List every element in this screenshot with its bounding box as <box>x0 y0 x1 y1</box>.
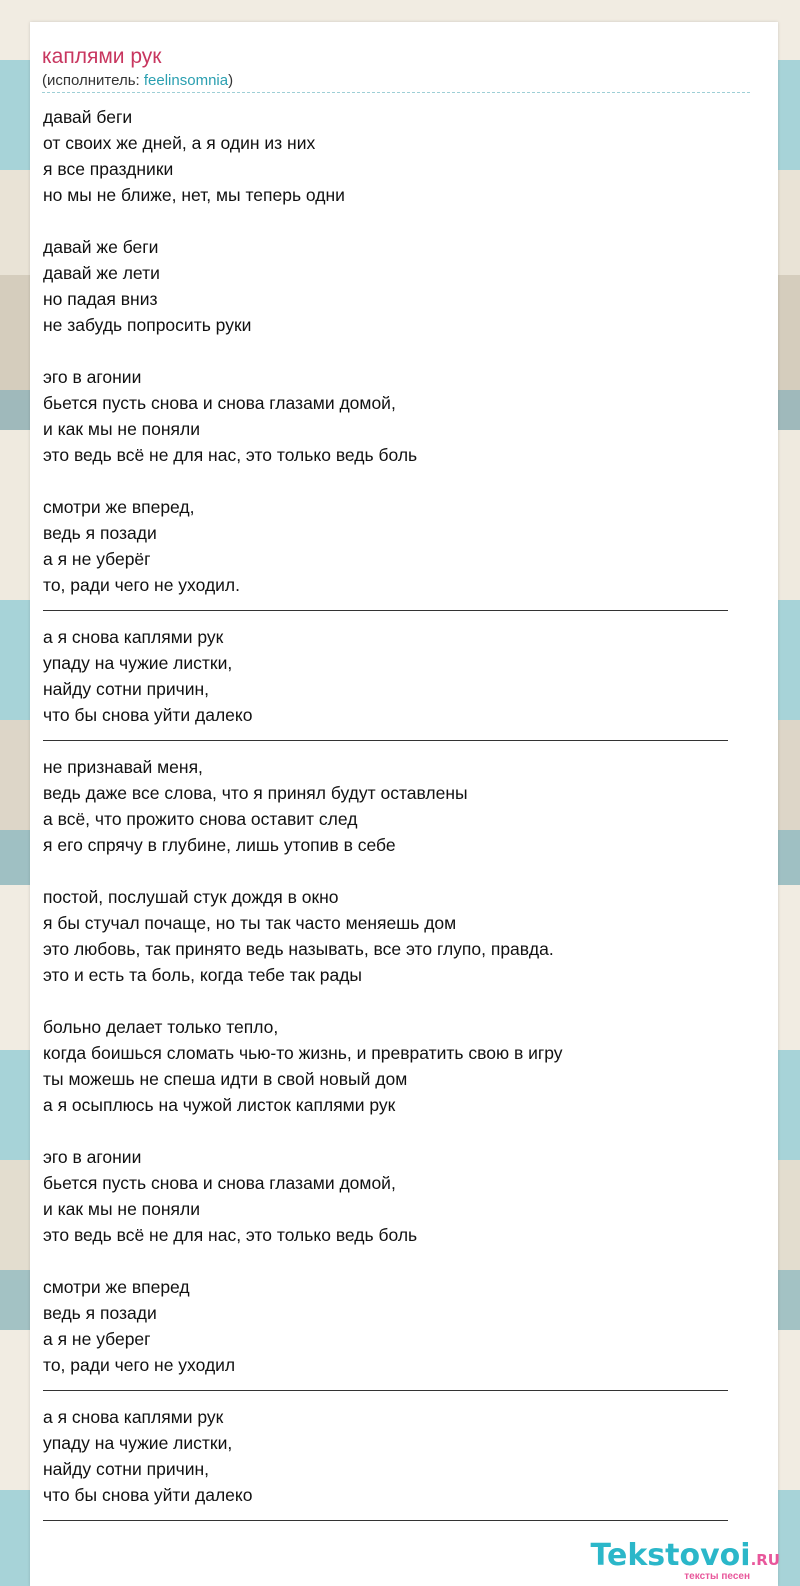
lyric-line: смотри же вперед, <box>43 497 195 517</box>
site-logo[interactable] <box>591 1540 780 1582</box>
lyric-line: и как мы не поняли <box>43 1199 200 1219</box>
lyric-line: что бы снова уйти далеко <box>43 1485 253 1505</box>
lyric-line: а я снова каплями рук <box>43 627 224 647</box>
header-divider <box>42 92 750 93</box>
stanza-gap <box>43 858 743 884</box>
stanza-gap <box>43 1248 743 1274</box>
lyric-line: ведь я позади <box>43 523 157 543</box>
lyric-line: когда боишься сломать чью-то жизнь, и превратить свою в игру <box>43 1043 563 1063</box>
artist-line <box>42 72 233 90</box>
lyric-line: бьется пусть снова и снова глазами домой, <box>43 393 396 413</box>
artist-suffix: ) <box>228 72 234 89</box>
lyric-line: а я не уберег <box>43 1329 151 1349</box>
lyric-line: это ведь всё не для нас, это только ведь боль <box>43 1225 418 1245</box>
logo-domain: .RU <box>750 1551 780 1569</box>
lyric-line: то, ради чего не уходил. <box>43 575 241 595</box>
lyric-line: ведь я позади <box>43 1303 157 1323</box>
lyric-line: найду сотни причин, <box>43 1459 210 1479</box>
logo-wordmark: Tekstovoi <box>590 1538 751 1573</box>
lyric-line: смотри же вперед <box>43 1277 190 1297</box>
lyric-line: а всё, что прожито снова оставит след <box>43 809 358 829</box>
lyric-line: это и есть та боль, когда тебе так рады <box>43 965 362 985</box>
lyric-line: я все праздники <box>43 159 174 179</box>
lyric-line: не забудь попросить руки <box>43 315 252 335</box>
stanza-gap <box>43 1118 743 1144</box>
lyric-line: больно делает только тепло, <box>43 1017 279 1037</box>
stanza-gap <box>43 338 743 364</box>
lyric-line: и как мы не поняли <box>43 419 200 439</box>
lyric-line: давай беги <box>43 107 133 127</box>
artist-prefix: (исполнитель: <box>42 72 144 89</box>
lyric-line: не признавай меня, <box>43 757 203 777</box>
lyric-line: а я снова каплями рук <box>43 1407 224 1427</box>
logo-tagline: тексты песен <box>684 1571 750 1582</box>
lyric-line: эго в агонии <box>43 367 142 387</box>
lyric-line: то, ради чего не уходил <box>43 1355 236 1375</box>
lyric-line: упаду на чужие листки, <box>43 653 233 673</box>
section-divider <box>43 1508 743 1534</box>
lyric-line: а я осыплюсь на чужой листок каплями рук <box>43 1095 396 1115</box>
lyric-line: но мы не ближе, нет, мы теперь одни <box>43 185 345 205</box>
section-divider <box>43 1378 743 1404</box>
lyric-line: я бы стучал почаще, но ты так часто меняешь дом <box>43 913 457 933</box>
lyric-line: упаду на чужие листки, <box>43 1433 233 1453</box>
stanza-gap <box>43 988 743 1014</box>
lyric-line: ты можешь не спеша идти в свой новый дом <box>43 1069 408 1089</box>
stanza-gap <box>43 468 743 494</box>
lyric-line: давай же лети <box>43 263 160 283</box>
song-title: каплями рук <box>42 45 162 68</box>
lyric-line: давай же беги <box>43 237 159 257</box>
section-divider <box>43 728 743 754</box>
artist-link[interactable]: feelinsomnia <box>143 72 229 89</box>
lyric-line: от своих же дней, а я один из них <box>43 133 316 153</box>
lyric-line: это любовь, так принято ведь называть, все это глупо, правда. <box>43 939 554 959</box>
lyric-line: эго в агонии <box>43 1147 142 1167</box>
lyrics-body <box>43 104 743 1534</box>
lyric-line: найду сотни причин, <box>43 679 210 699</box>
lyric-line: ведь даже все слова, что я принял будут оставлены <box>43 783 468 803</box>
lyric-line: но падая вниз <box>43 289 158 309</box>
lyric-line: а я не уберёг <box>43 549 151 569</box>
lyrics-card <box>30 22 778 1586</box>
section-divider <box>43 598 743 624</box>
stanza-gap <box>43 208 743 234</box>
lyric-line: постой, послушай стук дождя в окно <box>43 887 339 907</box>
lyric-line: что бы снова уйти далеко <box>43 705 253 725</box>
lyric-line: я его спрячу в глубине, лишь утопив в себе <box>43 835 396 855</box>
lyric-line: бьется пусть снова и снова глазами домой, <box>43 1173 396 1193</box>
lyric-line: это ведь всё не для нас, это только ведь боль <box>43 445 418 465</box>
